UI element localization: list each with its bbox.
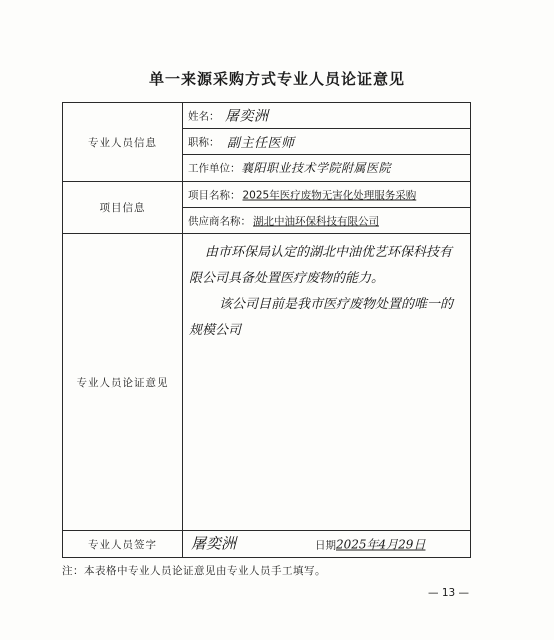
name-handwritten: 屠奕洲 (225, 108, 269, 125)
title-handwritten: 副主任医师 (227, 135, 295, 151)
date-field (315, 536, 425, 553)
title-row (183, 129, 471, 155)
org-handwritten: 襄阳职业技术学院附属医院 (241, 161, 392, 176)
footnote: 注：本表格中专业人员论证意见由专业人员手工填写。 (62, 565, 326, 577)
date-label: 日期 (315, 539, 336, 552)
document-title: 单一来源采购方式专业人员论证意见 (148, 70, 405, 88)
supplier-value: 湖北中油环保科技有限公司 (253, 215, 379, 227)
project-label: 项目名称： (188, 189, 241, 201)
opinion-paragraph-2: 该公司目前是我市医疗废物处置的唯一的规模公司 (189, 297, 454, 338)
opinion-cell (183, 234, 471, 531)
opinion-paragraph-1: 由市环保局认定的湖北中油优艺环保科技有限公司具备处置医疗废物的能力。 (189, 245, 453, 286)
expert-opinion-form (62, 102, 471, 558)
project-info-label: 项目信息 (63, 182, 183, 234)
page-number: — 13 — (428, 587, 470, 599)
title-label: 职称： (188, 136, 220, 148)
name-label: 姓名： (188, 110, 220, 122)
opinion-handwritten (189, 240, 464, 344)
signature-row (183, 531, 471, 558)
org-label: 工作单位： (188, 162, 241, 175)
signature-label: 专业人员签字 (63, 531, 183, 558)
supplier-label: 供应商名称： (188, 215, 251, 227)
project-row (183, 182, 471, 208)
supplier-row (183, 208, 471, 234)
name-row (183, 103, 471, 129)
project-field (188, 187, 416, 202)
project-value: 2025年医疗废物无害化处理服务采购 (242, 189, 417, 201)
expert-info-label: 专业人员信息 (63, 103, 183, 182)
handwritten-signature: 屠奕洲 (191, 534, 237, 553)
opinion-label: 专业人员论证意见 (63, 234, 183, 531)
date-handwritten: 2025年4月29日 (336, 537, 426, 552)
supplier-field (188, 213, 379, 228)
org-row (183, 155, 471, 182)
